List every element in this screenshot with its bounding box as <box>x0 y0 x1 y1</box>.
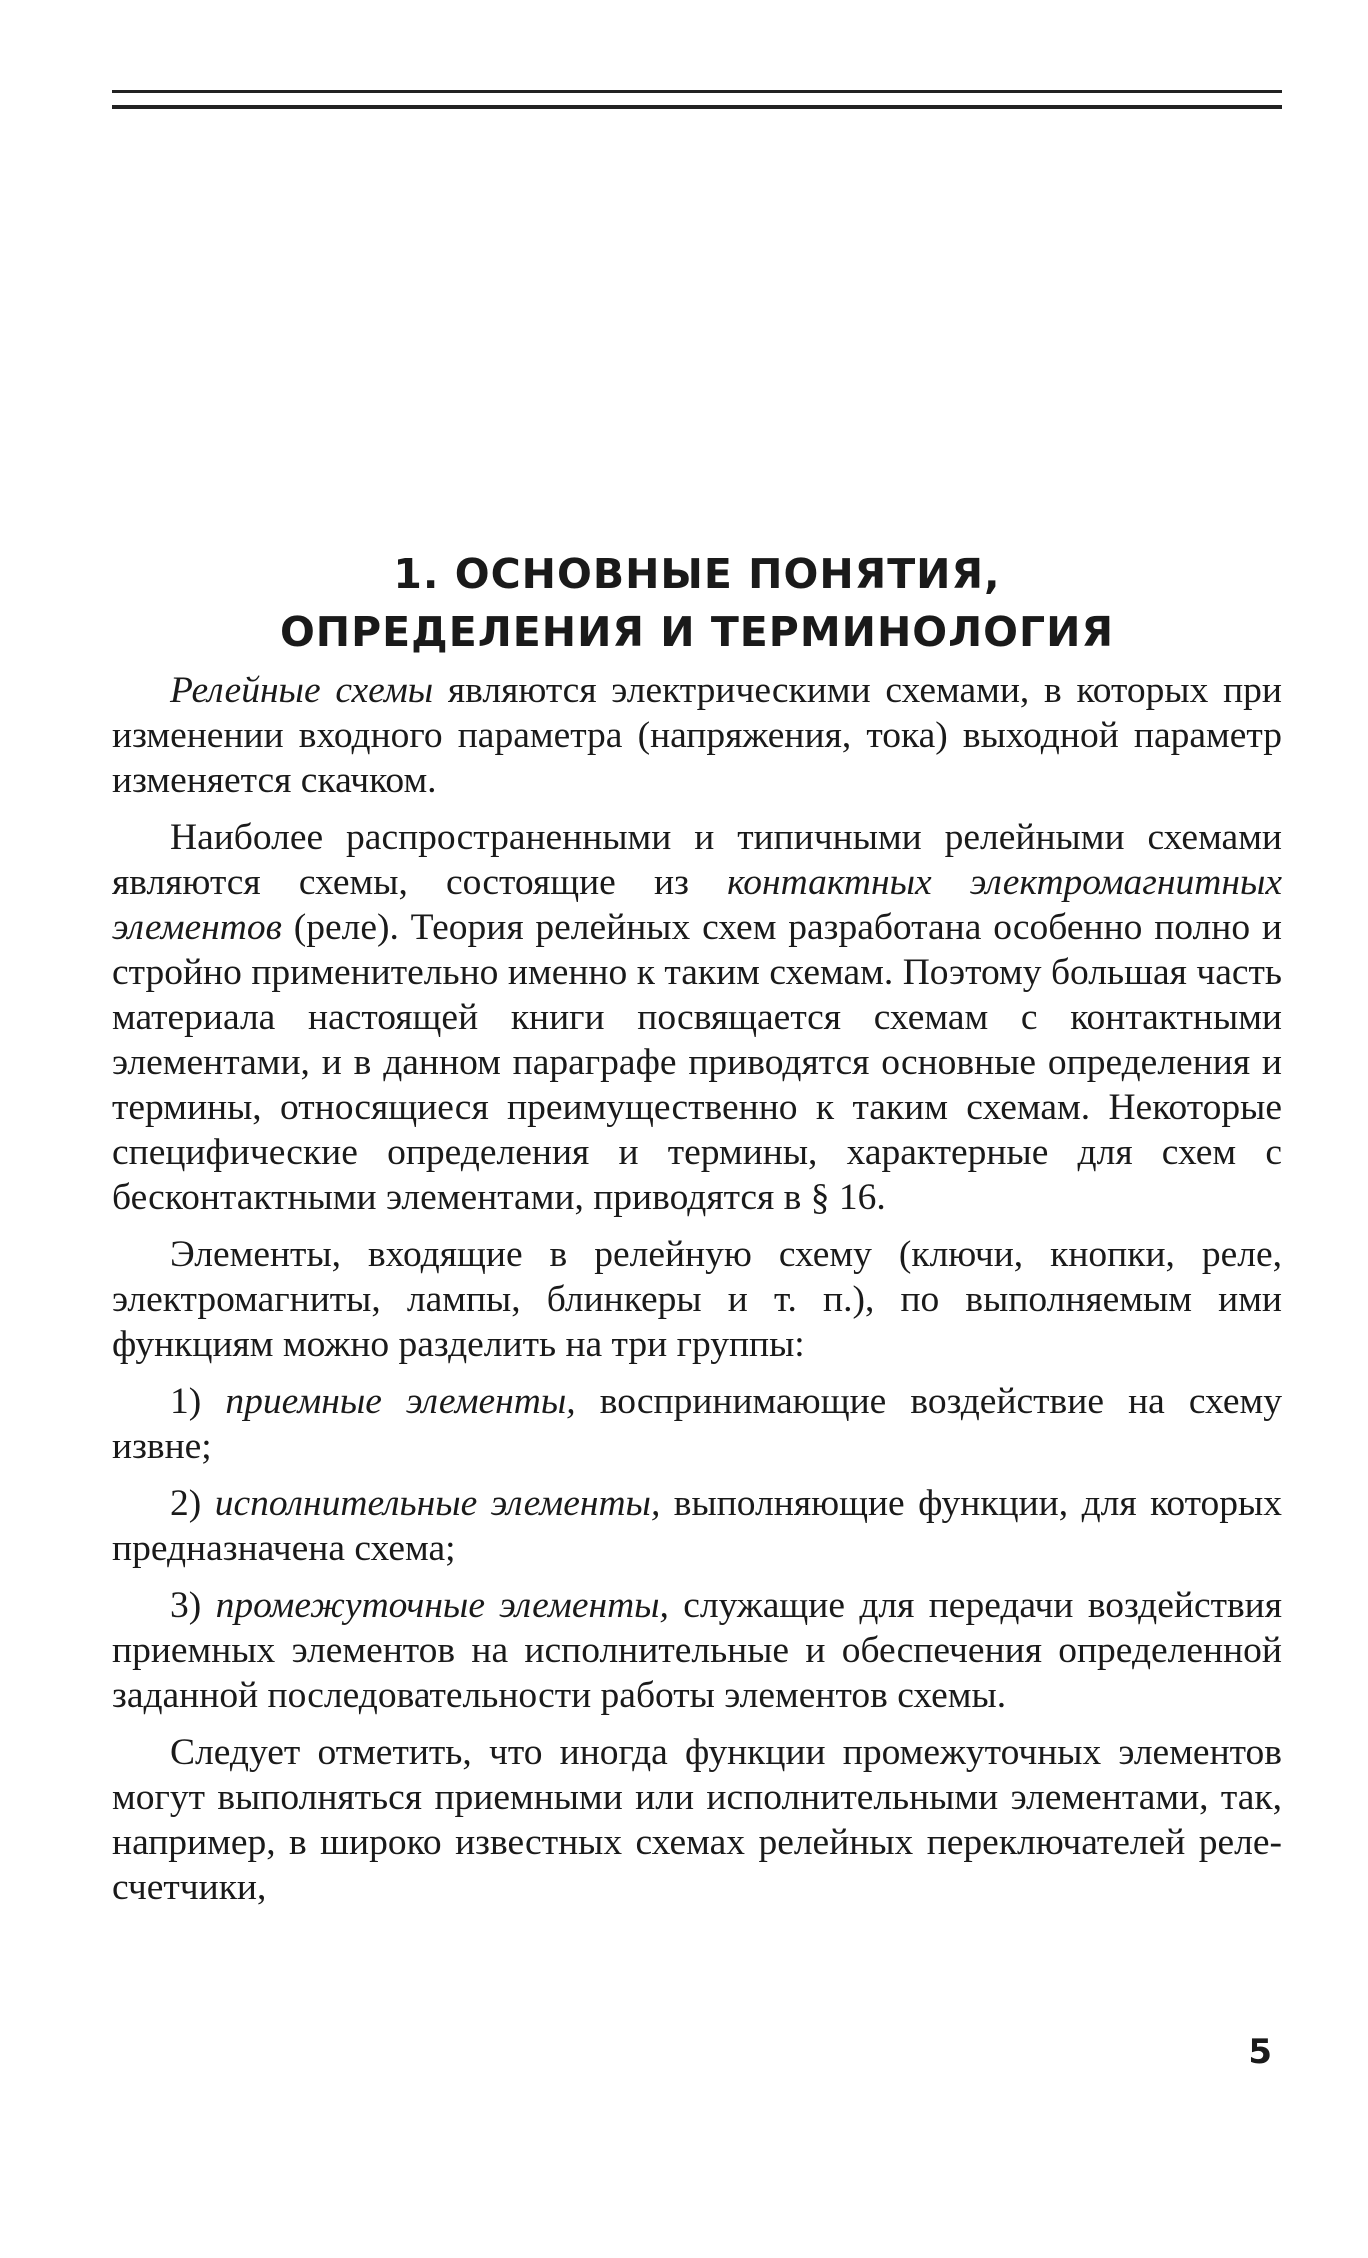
list-item-2-number: 2) <box>170 1483 215 1524</box>
paragraph-2 <box>112 815 1282 1220</box>
list-item-1-term: приемные элементы, <box>225 1381 576 1422</box>
term-relay-circuits: Релейные схемы <box>170 670 434 711</box>
list-item-1-text: воспринимающие воздействие на схему извне; <box>112 1381 1282 1467</box>
bottom-rule <box>112 105 1282 109</box>
top-rule <box>112 90 1282 93</box>
list-item-3-term: промежуточные элементы, <box>215 1585 669 1626</box>
body-text <box>112 668 1282 1910</box>
section-heading <box>112 545 1282 661</box>
page-number: 5 <box>1248 2032 1272 2072</box>
paragraph-2-text-a: Наиболее распространенными и типичными релейными схемами являются схемы, состоящие из <box>112 817 1282 903</box>
list-item-2-text: выполняющие функции, для которых предназначена схема; <box>112 1483 1283 1569</box>
list-item-1 <box>112 1379 1282 1469</box>
paragraph-1 <box>112 668 1282 803</box>
heading-line-1: 1. ОСНОВНЫЕ ПОНЯТИЯ, <box>393 550 1001 598</box>
paragraph-2-text-b: (реле). Теория релейных схем разработана особенно полно и стройно применительно именно к таким схемам. Поэтому большая часть материала настоящей книги посвящается схемам с контактными элементами, и в данном параграфе приводятся основные определения и термины, относящиеся преимущественно к таким схемам. Некоторые специфические определения и термины, характерные для схем с бесконтактными элементами, приводятся в § 16. <box>112 907 1282 1218</box>
list-item-2 <box>112 1481 1282 1571</box>
paragraph-4: Следует отметить, что иногда функции промежуточных элементов могут выполняться приемными или исполнительными элементами, так, например, в широко известных схемах релейных переключателей реле-счетчики, <box>112 1732 1282 1908</box>
term-contact-elements: контактных электромагнитных элементов <box>112 862 1283 948</box>
paragraph-3: Элементы, входящие в релейную схему (ключи, кнопки, реле, электромагниты, лампы, блинкеры и т. п.), по выполняемым ими функциям можно разделить на три группы: <box>112 1234 1282 1365</box>
list-item-3-text: служащие для передачи воздействия приемных элементов на исполнительные и обеспечения определенной заданной последовательности работы элементов схемы. <box>112 1585 1283 1716</box>
list-item-2-term: исполнительные элементы, <box>214 1483 661 1524</box>
list-item-3 <box>112 1583 1282 1718</box>
list-item-1-number: 1) <box>170 1381 226 1422</box>
heading-line-2: ОПРЕДЕЛЕНИЯ И ТЕРМИНОЛОГИЯ <box>279 608 1115 656</box>
list-item-3-number: 3) <box>170 1585 216 1626</box>
paragraph-1-text: являются электрическими схемами, в которых при изменении входного параметра (напряжения, тока) выходной параметр изменяется скачком. <box>112 670 1282 801</box>
